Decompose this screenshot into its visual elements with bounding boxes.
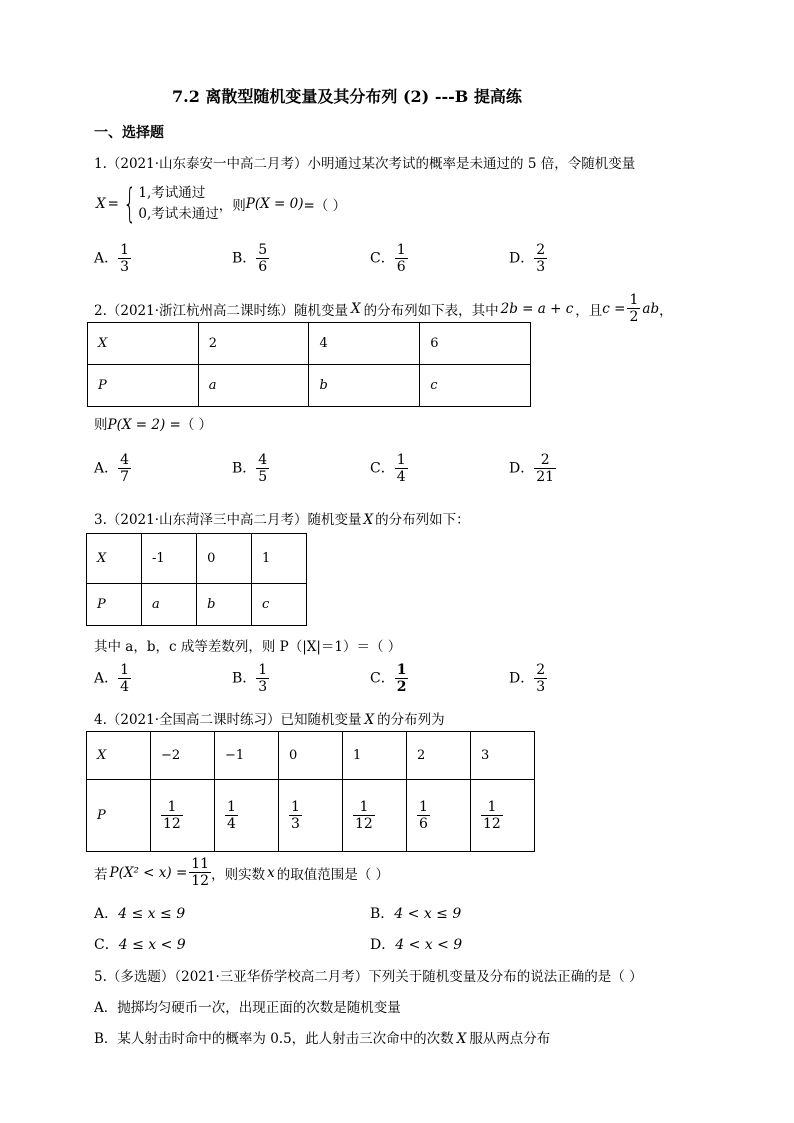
page-title: 7.2 离散型随机变量及其分布列 (2) ---B 提高练 bbox=[172, 87, 522, 106]
frac-den: 3 bbox=[258, 679, 268, 695]
table-cell: c bbox=[252, 584, 307, 626]
fraction bbox=[256, 242, 269, 275]
q4-option-a[interactable] bbox=[94, 903, 185, 923]
option-text: 4 < x ≤ 9 bbox=[394, 906, 462, 922]
table-cell: X bbox=[88, 323, 199, 365]
q3-option-d[interactable] bbox=[509, 662, 547, 695]
frac-den: 3 bbox=[291, 816, 300, 832]
table-cell: P bbox=[87, 780, 151, 852]
q1-stem: 1.（2021·山东泰安一中高二月考）小明通过某次考试的概率是未通过的 5 倍，令随机变量 bbox=[94, 156, 636, 172]
q5-optb-x: X bbox=[456, 1031, 467, 1047]
table-cell: 0 bbox=[197, 534, 252, 584]
q1-expr: P(X = 0) bbox=[245, 196, 304, 212]
frac-den: 6 bbox=[419, 816, 428, 832]
q5-option-b[interactable] bbox=[94, 1027, 550, 1047]
q2-option-b[interactable] bbox=[232, 452, 269, 485]
frac-num: 1 bbox=[167, 799, 177, 815]
q1-case1: 1,考试通过 bbox=[138, 185, 206, 201]
fraction bbox=[534, 242, 547, 275]
option-label: A． bbox=[94, 906, 119, 922]
q2-stem bbox=[94, 292, 673, 325]
option-label: C． bbox=[370, 670, 395, 687]
frac-num: 1 bbox=[120, 242, 130, 258]
q3-stem bbox=[94, 508, 470, 528]
q4-option-d[interactable] bbox=[370, 934, 462, 954]
q2-option-c[interactable] bbox=[370, 452, 408, 485]
q2-x: X bbox=[351, 300, 361, 317]
table-cell: c bbox=[420, 365, 531, 407]
q3-option-b[interactable] bbox=[232, 662, 269, 695]
table-cell: b bbox=[309, 365, 420, 407]
q3-option-c[interactable] bbox=[370, 662, 408, 695]
fraction bbox=[534, 452, 556, 485]
frac-num: 11 bbox=[191, 856, 210, 872]
fraction bbox=[353, 799, 375, 832]
table-cell: 2 bbox=[198, 323, 309, 365]
fraction bbox=[118, 452, 131, 485]
table-cell: a bbox=[198, 365, 309, 407]
q3-x: X bbox=[363, 512, 374, 528]
q4-ask-end: 的取值范围是（ ） bbox=[276, 866, 390, 883]
q4-table bbox=[86, 731, 535, 852]
table-cell: -1 bbox=[141, 534, 196, 584]
table-cell bbox=[279, 780, 343, 852]
frac-num: 1 bbox=[396, 242, 406, 258]
q1-tail: =（ ） bbox=[303, 198, 347, 214]
frac-num: 1 bbox=[120, 662, 130, 678]
frac-num: 1 bbox=[291, 799, 300, 815]
q1-option-b[interactable] bbox=[232, 242, 269, 275]
table-cell: b bbox=[197, 584, 252, 626]
q1-case2: 0,考试未通过 bbox=[138, 206, 219, 222]
frac-den: 3 bbox=[120, 259, 130, 275]
option-text: 4 < x < 9 bbox=[395, 937, 463, 953]
table-cell bbox=[471, 780, 535, 852]
q5-option-a[interactable]: A．抛掷均匀硬币一次，出现正面的次数是随机变量 bbox=[94, 1000, 401, 1016]
q3-tail: 的分布列如下： bbox=[375, 512, 470, 528]
table-cell: 1 bbox=[252, 534, 307, 584]
frac-den: 2 bbox=[629, 309, 639, 325]
frac-num: 1 bbox=[396, 662, 407, 678]
table-cell: 6 bbox=[420, 323, 531, 365]
frac-num: 2 bbox=[536, 242, 546, 258]
frac-den: 21 bbox=[536, 469, 555, 485]
frac-num: 1 bbox=[258, 662, 268, 678]
table-cell: 4 bbox=[309, 323, 420, 365]
frac-num: 2 bbox=[536, 662, 546, 678]
frac-den: 4 bbox=[227, 816, 236, 832]
left-brace-icon: { bbox=[123, 181, 137, 227]
table-cell: 3 bbox=[471, 732, 535, 780]
table-cell: 0 bbox=[279, 732, 343, 780]
table-cell: P bbox=[87, 584, 142, 626]
option-label: C． bbox=[370, 460, 395, 477]
q4-ask-pre: 若 bbox=[94, 866, 108, 883]
q3-stem-text: 3.（2021·山东菏泽三中高二月考）随机变量 bbox=[94, 512, 362, 528]
option-text: 4 ≤ x < 9 bbox=[118, 937, 186, 953]
fraction bbox=[118, 662, 131, 695]
table-cell: X bbox=[87, 732, 151, 780]
frac-num: 4 bbox=[120, 452, 130, 468]
frac-den: 12 bbox=[355, 816, 373, 832]
q1-option-a[interactable] bbox=[94, 242, 131, 275]
fraction bbox=[189, 856, 211, 889]
fraction bbox=[256, 452, 269, 485]
table-cell: 1 bbox=[343, 732, 407, 780]
q2-table bbox=[87, 322, 531, 407]
q2-stem-text: 2.（2021·浙江杭州高二课时练）随机变量 bbox=[94, 302, 349, 319]
q1-cases bbox=[138, 183, 218, 225]
option-label: D． bbox=[370, 937, 396, 953]
option-label: C． bbox=[94, 937, 119, 953]
q4-ask-var: x bbox=[267, 864, 275, 881]
q1-eq: = bbox=[107, 196, 119, 212]
table-cell bbox=[343, 780, 407, 852]
fraction bbox=[161, 799, 183, 832]
q2-ask-pre: 则 bbox=[94, 417, 108, 433]
fraction bbox=[118, 242, 131, 275]
frac-num: 4 bbox=[258, 452, 268, 468]
fraction bbox=[289, 799, 302, 832]
fraction bbox=[395, 242, 408, 275]
table-cell: −2 bbox=[151, 732, 215, 780]
option-label: B． bbox=[370, 906, 395, 922]
option-label: D． bbox=[509, 460, 535, 477]
fraction bbox=[417, 799, 430, 832]
frac-den: 6 bbox=[396, 259, 406, 275]
fraction bbox=[256, 662, 269, 695]
table-cell: 2 bbox=[407, 732, 471, 780]
option-label: B． bbox=[232, 250, 257, 267]
q3-option-a[interactable] bbox=[94, 662, 131, 695]
option-label: A． bbox=[94, 460, 119, 477]
q5-optb-pre: B．某人射击时命中的概率为 0.5，此人射击三次命中的次数 bbox=[94, 1031, 454, 1047]
option-label: B． bbox=[232, 460, 257, 477]
frac-num: 1 bbox=[227, 799, 236, 815]
table-cell bbox=[151, 780, 215, 852]
frac-den: 7 bbox=[120, 469, 130, 485]
fraction bbox=[395, 452, 408, 485]
frac-num: 1 bbox=[629, 292, 639, 308]
frac-den: 4 bbox=[396, 469, 406, 485]
q2-cond2-lhs: c = bbox=[602, 300, 626, 317]
q2-option-d[interactable] bbox=[509, 452, 556, 485]
frac-num: 1 bbox=[359, 799, 369, 815]
fraction bbox=[225, 799, 238, 832]
q2-end: ， bbox=[659, 302, 673, 319]
q1-x: X bbox=[96, 196, 106, 212]
q5-stem: 5.（多选题）（2021·三亚华侨学校高二月考）下列关于随机变量及分布的说法正确的是（ ） bbox=[94, 969, 643, 985]
frac-num: 5 bbox=[258, 242, 268, 258]
frac-num: 2 bbox=[540, 452, 550, 468]
q4-ask-expr: P(X² < x) = bbox=[109, 864, 188, 881]
option-label: C． bbox=[370, 250, 395, 267]
table-cell bbox=[407, 780, 471, 852]
q2-ask-tail: （ ） bbox=[180, 417, 213, 433]
q2-mid: 的分布列如下表，其中 bbox=[363, 302, 499, 319]
table-cell: −1 bbox=[215, 732, 279, 780]
frac-den: 3 bbox=[536, 259, 546, 275]
option-label: D． bbox=[509, 670, 535, 687]
q5-optb-post: 服从两点分布 bbox=[469, 1031, 551, 1047]
q2-ask-expr: P(X = 2) = bbox=[107, 417, 181, 433]
frac-num: 1 bbox=[419, 799, 428, 815]
frac-den: 6 bbox=[258, 259, 268, 275]
frac-den: 12 bbox=[483, 816, 501, 832]
q2-option-a[interactable] bbox=[94, 452, 131, 485]
section-heading: 一、选择题 bbox=[94, 125, 164, 141]
fraction bbox=[395, 662, 409, 695]
frac-num: 1 bbox=[487, 799, 497, 815]
q3-table bbox=[86, 533, 307, 626]
frac-den: 3 bbox=[536, 679, 546, 695]
q4-option-b[interactable] bbox=[370, 903, 461, 923]
q2-cond2-rhs: ab bbox=[642, 300, 660, 317]
table-cell bbox=[215, 780, 279, 852]
table-cell: P bbox=[88, 365, 199, 407]
fraction bbox=[481, 799, 503, 832]
q1-option-c[interactable] bbox=[370, 242, 408, 275]
frac-den: 12 bbox=[191, 873, 210, 889]
frac-num: 1 bbox=[396, 452, 406, 468]
option-label: A． bbox=[94, 250, 119, 267]
option-label: D． bbox=[509, 250, 535, 267]
option-text: 4 ≤ x ≤ 9 bbox=[118, 906, 186, 922]
q4-ask bbox=[94, 856, 389, 889]
option-label: B． bbox=[232, 670, 257, 687]
q2-sep: ，且 bbox=[575, 302, 603, 319]
q4-stem-text: 4.（2021·全国高二课时练习）已知随机变量 bbox=[94, 712, 362, 728]
q4-option-c[interactable] bbox=[94, 934, 186, 954]
fraction bbox=[534, 662, 547, 695]
q4-tail: 的分布列为 bbox=[377, 712, 445, 728]
table-cell: a bbox=[141, 584, 196, 626]
q2-cond1: 2b = a + c bbox=[500, 300, 574, 317]
frac-den: 5 bbox=[258, 469, 268, 485]
option-label: A． bbox=[94, 670, 119, 687]
q3-condition: 其中 a，b，c 成等差数列，则 P（|X|＝1）＝（ ） bbox=[94, 639, 402, 655]
q4-ask-tail: ，则实数 bbox=[211, 866, 266, 883]
frac-den: 4 bbox=[120, 679, 130, 695]
frac-den: 12 bbox=[163, 816, 181, 832]
q1-definition bbox=[96, 183, 346, 225]
q1-then: ，则 bbox=[218, 198, 246, 214]
q1-option-d[interactable] bbox=[509, 242, 547, 275]
q4-x: X bbox=[364, 712, 375, 728]
frac-den: 2 bbox=[396, 679, 407, 695]
q4-stem bbox=[94, 708, 445, 728]
q2-ask bbox=[94, 413, 212, 433]
fraction bbox=[627, 292, 640, 325]
table-cell: X bbox=[87, 534, 142, 584]
